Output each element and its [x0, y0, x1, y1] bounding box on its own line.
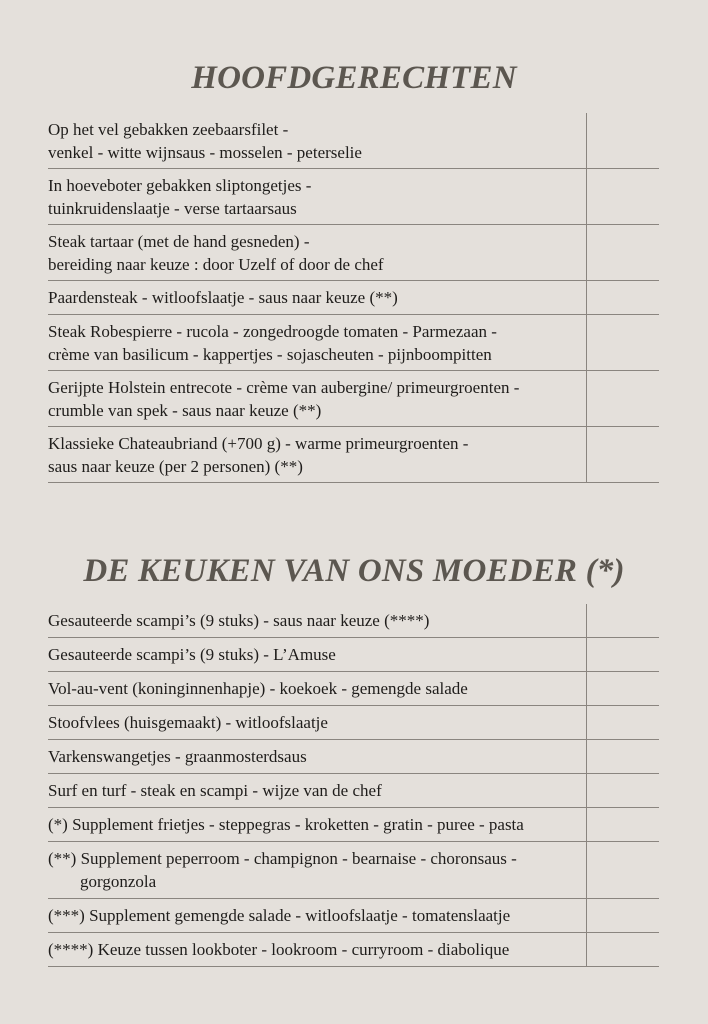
footnote-supplement	[48, 899, 659, 933]
menu-item	[48, 113, 659, 169]
menu-item-line: (**) Supplement peperroom - champignon - bearnaise - choronsaus -	[48, 849, 517, 868]
menu-item-line: crumble van spek - saus naar keuze (**)	[48, 400, 322, 420]
menu-item-line: Steak tartaar (met de hand gesneden) -	[48, 231, 310, 251]
menu-item-line: Op het vel gebakken zeebaarsfilet -	[48, 119, 289, 139]
menu-item-line: bereiding naar keuze : door Uzelf of door de chef	[48, 254, 384, 274]
menu-item-line: tuinkruidenslaatje - verse tartaarsaus	[48, 198, 297, 218]
menu-table-hoofdgerechten	[48, 113, 659, 483]
menu-item	[48, 706, 659, 740]
menu-item-line: Paardensteak - witloofslaatje - saus naar keuze (**)	[48, 288, 398, 307]
menu-item-line: (*) Supplement frietjes - steppegras - kroketten - gratin - puree - pasta	[48, 815, 524, 834]
menu-item	[48, 281, 659, 315]
menu-item-line: Vol-au-vent (koninginnenhapje) - koekoek - gemengde salade	[48, 679, 468, 698]
menu-item-line: Steak Robespierre - rucola - zongedroogde tomaten - Parmezaan -	[48, 321, 497, 341]
footnote-supplement	[48, 842, 659, 899]
menu-item	[48, 427, 659, 483]
menu-item-line: Gerijpte Holstein entrecote - crème van aubergine/ primeurgroenten -	[48, 377, 520, 397]
menu-item	[48, 315, 659, 371]
menu-item-line: Surf en turf - steak en scampi - wijze van de chef	[48, 781, 382, 800]
menu-table-keuken-van-ons-moeder	[48, 604, 659, 967]
section-title-hoofdgerechten: HOOFDGERECHTEN	[191, 60, 517, 96]
menu-item-line: Klassieke Chateaubriand (+700 g) - warme primeurgroenten -	[48, 433, 469, 453]
menu-item	[48, 371, 659, 427]
footnote-sauce-choice	[48, 933, 659, 967]
menu-item-line: Gesauteerde scampi’s (9 stuks) - L’Amuse	[48, 645, 336, 664]
menu-item	[48, 638, 659, 672]
menu-item-line: Varkenswangetjes - graanmosterdsaus	[48, 747, 307, 766]
menu-item-line: (****) Keuze tussen lookboter - lookroom - curryroom - diabolique	[48, 940, 510, 959]
menu-item-line: saus naar keuze (per 2 personen) (**)	[48, 456, 303, 476]
menu-item-line: (***) Supplement gemengde salade - witloofslaatje - tomatenslaatje	[48, 906, 511, 925]
menu-item	[48, 672, 659, 706]
menu-item-line: venkel - witte wijnsaus - mosselen - peterselie	[48, 142, 362, 162]
menu-item-line: crème van basilicum - kappertjes - sojascheuten - pijnboompitten	[48, 344, 492, 364]
footnote-supplement	[48, 808, 659, 842]
menu-item-line: In hoeveboter gebakken sliptongetjes -	[48, 175, 312, 195]
menu-item	[48, 740, 659, 774]
menu-item	[48, 774, 659, 808]
menu-item-line: Stoofvlees (huisgemaakt) - witloofslaatje	[48, 713, 328, 732]
menu-item	[48, 225, 659, 281]
section-title-keuken-van-ons-moeder: DE KEUKEN VAN ONS MOEDER (*)	[83, 553, 625, 589]
menu-item-line: Gesauteerde scampi’s (9 stuks) - saus naar keuze (****)	[48, 611, 430, 630]
menu-item	[48, 169, 659, 225]
menu-item-line: gorgonzola	[80, 872, 157, 891]
menu-item	[48, 604, 659, 638]
